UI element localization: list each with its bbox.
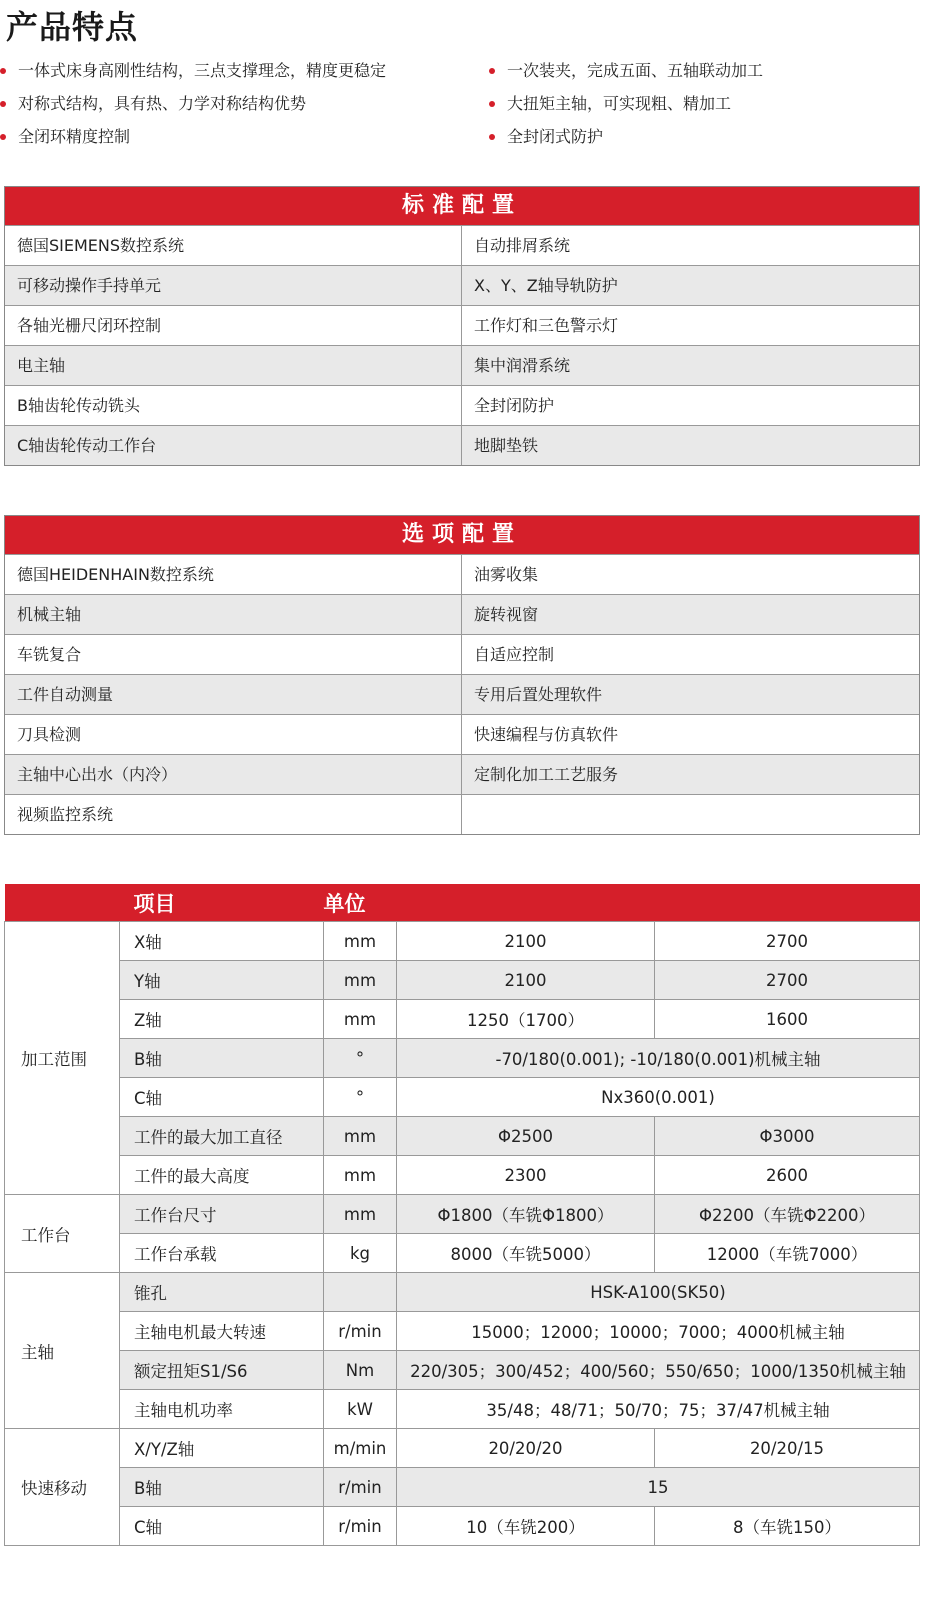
table-row: 电主轴 集中润滑系统 bbox=[5, 345, 919, 385]
feature-item: 一次装夹，完成五面、五轴联动加工 bbox=[507, 60, 763, 82]
table-row: C轴 ° Nx360(0.001) bbox=[5, 1078, 920, 1117]
feature-item: 对称式结构，具有热、力学对称结构优势 bbox=[18, 93, 306, 115]
table-row: C轴齿轮传动工作台 地脚垫铁 bbox=[5, 425, 919, 465]
table-row: 主轴电机最大转速 r/min 15000；12000；10000；7000；4000机械主轴 bbox=[5, 1312, 920, 1351]
table-row: 主轴中心出水（内冷） 定制化加工工艺服务 bbox=[5, 754, 919, 794]
feature-item: 全闭环精度控制 bbox=[18, 126, 130, 148]
table-row: 工件的最大加工直径 mm Φ2500 Φ3000 bbox=[5, 1117, 920, 1156]
table-row: 机械主轴 旋转视窗 bbox=[5, 594, 919, 634]
table-row: 可移动操作手持单元 X、Y、Z轴导轨防护 bbox=[5, 265, 919, 305]
spec-table bbox=[4, 884, 920, 1546]
spec-header-row bbox=[5, 884, 920, 922]
table-row: 工件自动测量 专用后置处理软件 bbox=[5, 674, 919, 714]
table-row: 主轴 锥孔 HSK-A100(SK50) bbox=[5, 1273, 920, 1312]
table-row: 德国HEIDENHAIN数控系统 油雾收集 bbox=[5, 554, 919, 594]
table-row: B轴 ° -70/180(0.001); -10/180(0.001)机械主轴 bbox=[5, 1039, 920, 1078]
bullet-icon bbox=[489, 134, 495, 140]
feature-list bbox=[0, 58, 946, 154]
bullet-icon bbox=[489, 101, 495, 107]
group-table: 工作台 bbox=[5, 1195, 120, 1273]
group-rapid: 快速移动 bbox=[5, 1429, 120, 1546]
bullet-icon bbox=[0, 134, 6, 140]
column-header-unit: 单位 bbox=[324, 884, 397, 922]
table-row: 德国SIEMENS数控系统 自动排屑系统 bbox=[5, 225, 919, 265]
table-row: 主轴电机功率 kW 35/48；48/71；50/70；75；37/47机械主轴 bbox=[5, 1390, 920, 1429]
table-row: B轴齿轮传动铣头 全封闭防护 bbox=[5, 385, 919, 425]
group-machining-range: 加工范围 bbox=[5, 922, 120, 1195]
bullet-icon bbox=[489, 68, 495, 74]
standard-config-title: 标准配置 bbox=[5, 187, 919, 225]
table-row: Z轴 mm 1250（1700） 1600 bbox=[5, 1000, 920, 1039]
table-row: C轴 r/min 10（车铣200） 8（车铣150） bbox=[5, 1507, 920, 1546]
table-row: 加工范围 X轴 mm 2100 2700 bbox=[5, 922, 920, 961]
bullet-icon bbox=[0, 68, 6, 74]
table-row: 视频监控系统 bbox=[5, 794, 919, 834]
table-row: 工作台 工作台尺寸 mm Φ1800（车铣Φ1800） Φ2200（车铣Φ2200） bbox=[5, 1195, 920, 1234]
standard-config-table bbox=[4, 186, 920, 466]
table-row: 刀具检测 快速编程与仿真软件 bbox=[5, 714, 919, 754]
table-row: 快速移动 X/Y/Z轴 m/min 20/20/20 20/20/15 bbox=[5, 1429, 920, 1468]
table-row: 额定扭矩S1/S6 Nm 220/305；300/452；400/560；550/650；1000/1350机械主轴 bbox=[5, 1351, 920, 1390]
column-header-item: 项目 bbox=[120, 884, 324, 922]
feature-item: 全封闭式防护 bbox=[507, 126, 603, 148]
optional-config-table bbox=[4, 515, 920, 835]
feature-item: 大扭矩主轴，可实现粗、精加工 bbox=[507, 93, 731, 115]
table-row: 车铣复合 自适应控制 bbox=[5, 634, 919, 674]
feature-item: 一体式床身高刚性结构，三点支撑理念，精度更稳定 bbox=[18, 60, 386, 82]
table-row: Y轴 mm 2100 2700 bbox=[5, 961, 920, 1000]
page-title: 产品特点 bbox=[6, 8, 139, 46]
table-row: 工件的最大高度 mm 2300 2600 bbox=[5, 1156, 920, 1195]
bullet-icon bbox=[0, 101, 6, 107]
table-row: B轴 r/min 15 bbox=[5, 1468, 920, 1507]
group-spindle: 主轴 bbox=[5, 1273, 120, 1429]
table-row: 各轴光栅尺闭环控制 工作灯和三色警示灯 bbox=[5, 305, 919, 345]
table-row: 工作台承载 kg 8000（车铣5000） 12000（车铣7000） bbox=[5, 1234, 920, 1273]
optional-config-title: 选项配置 bbox=[5, 516, 919, 554]
